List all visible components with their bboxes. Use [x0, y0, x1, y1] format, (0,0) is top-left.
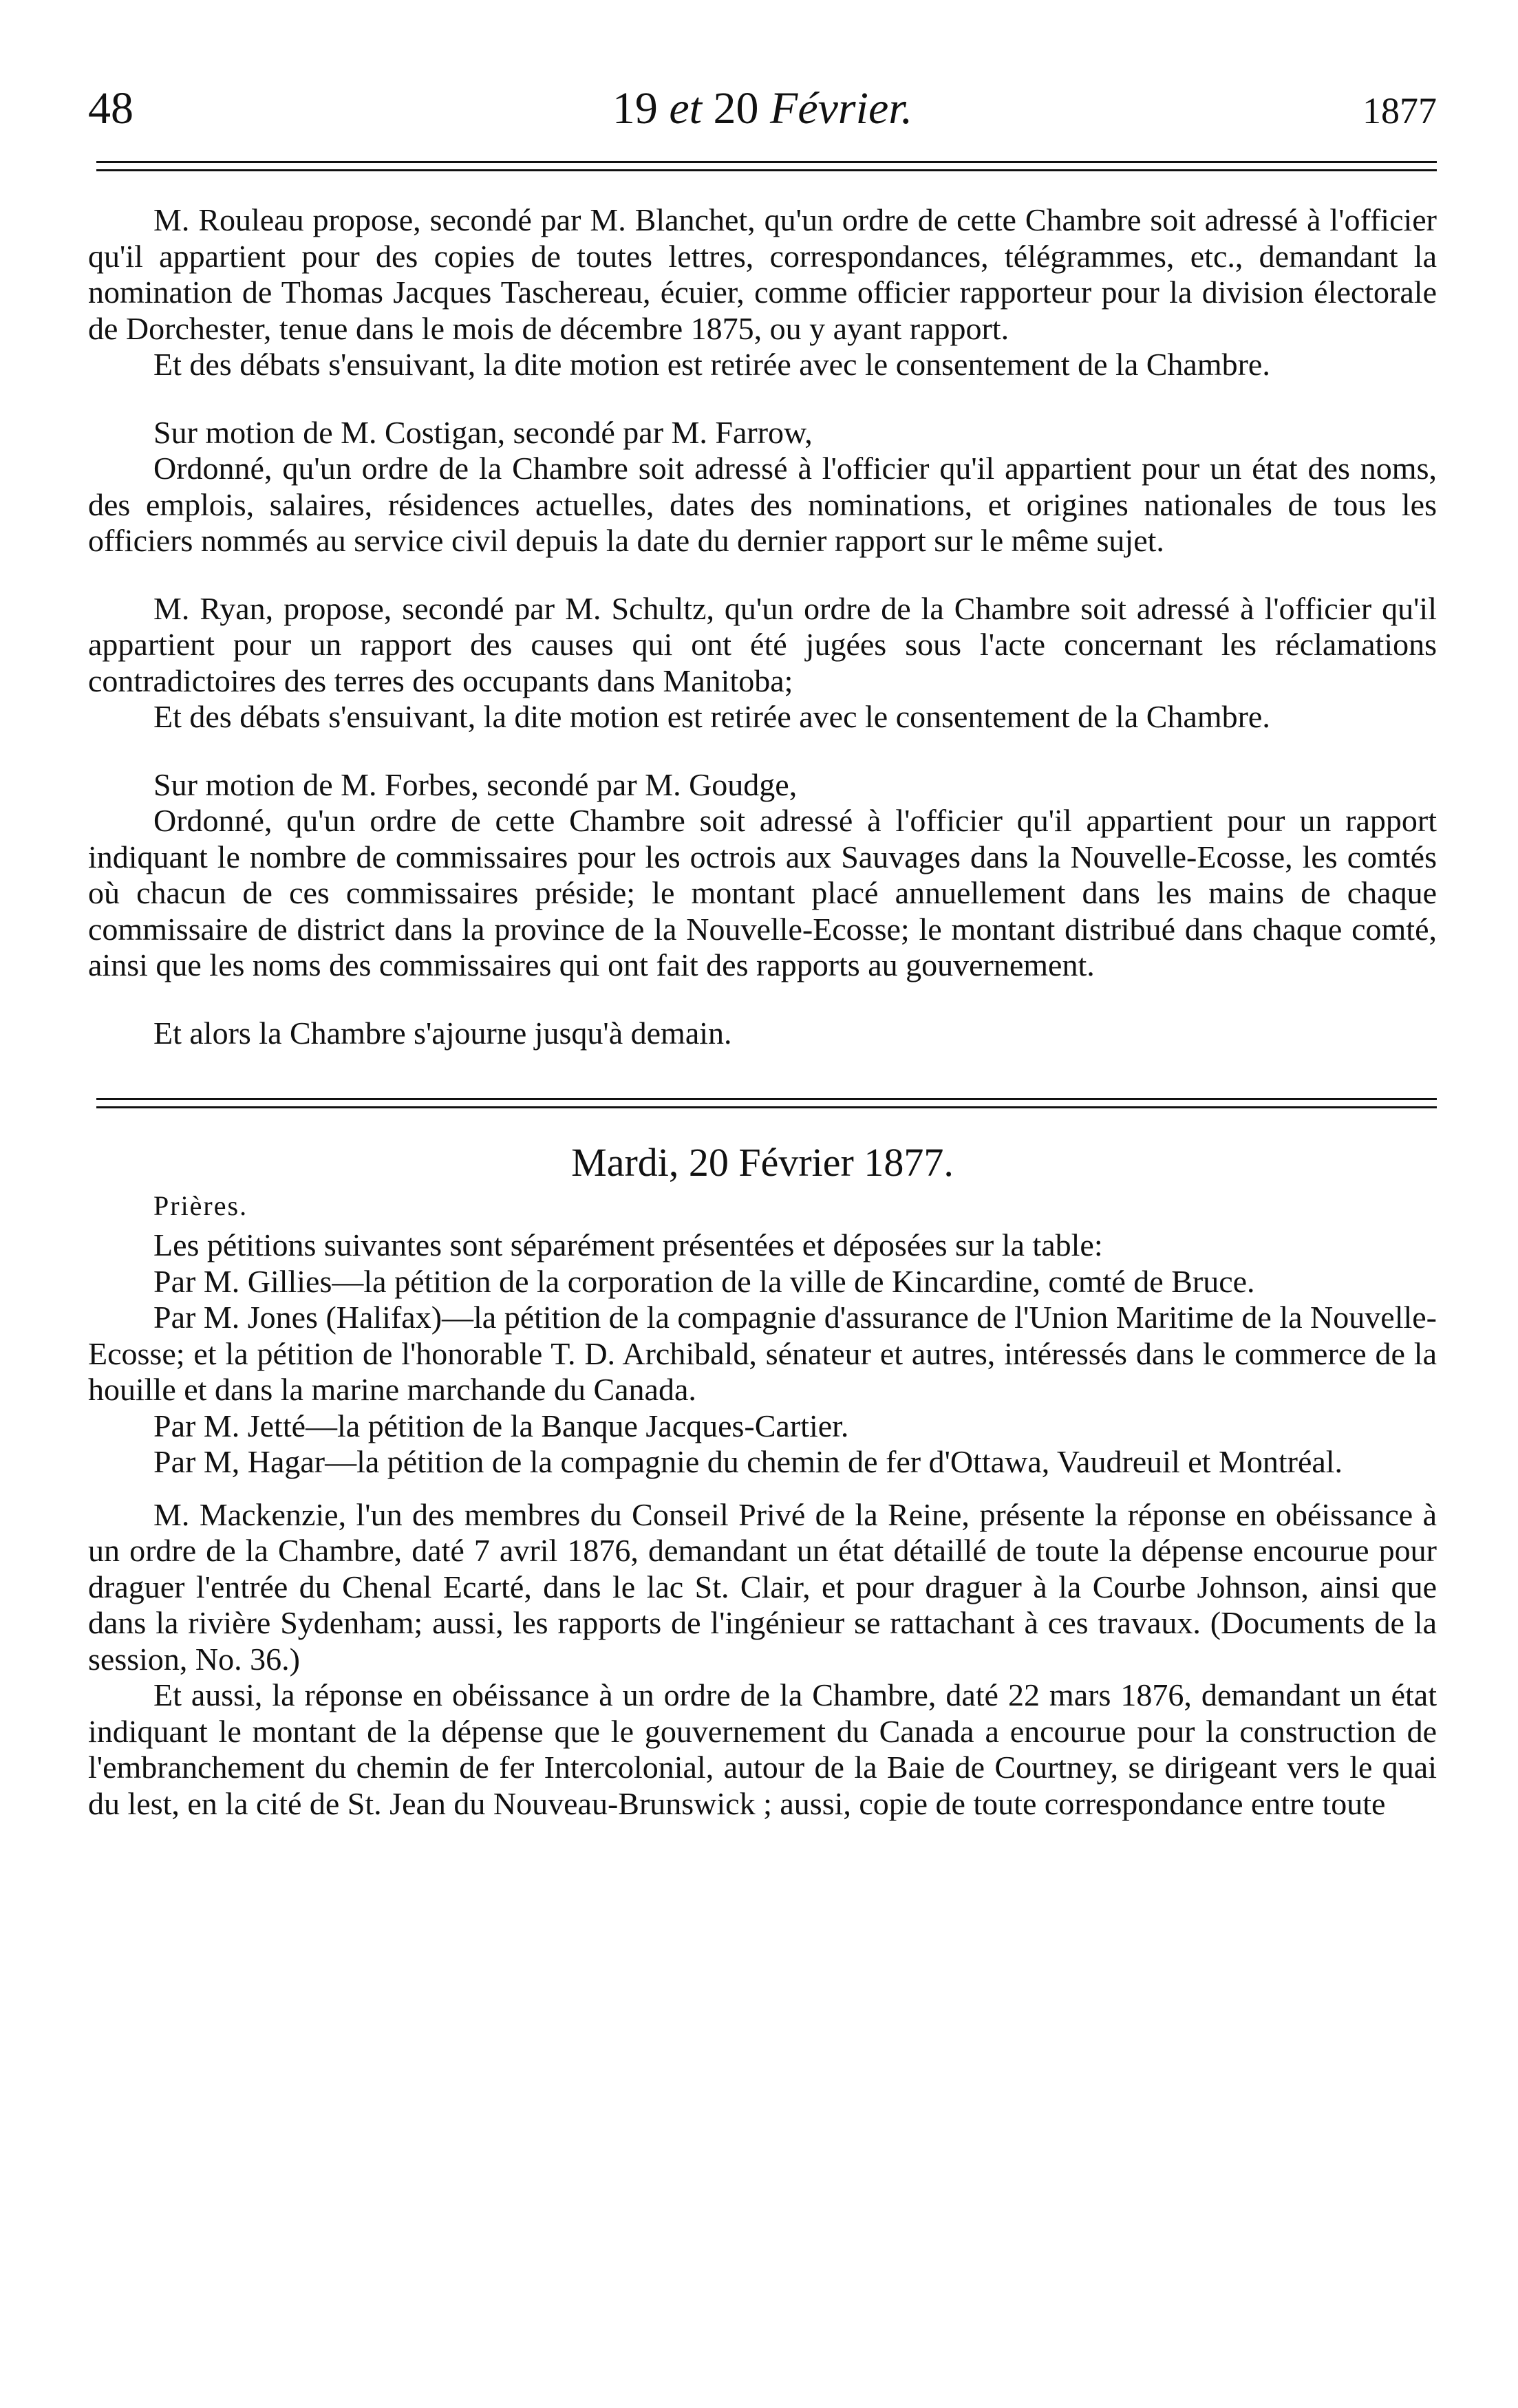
- title-day: 19: [612, 83, 658, 133]
- paragraph: Les pétitions suivantes sont séparément présentées et déposées sur la table:: [153, 1227, 1103, 1262]
- document-page: [88, 83, 1437, 1822]
- paragraph: M. Mackenzie, l'un des membres du Conseil Privé de la Reine, présente la réponse en obéissance à un ordre de la Chambre, daté 7 avril 1876, demandant un état détaillé de toute la dépense encourue pour draguer l'entrée du Chenal Ecarté, dans le lac St. Clair, et pour draguer à la Courbe Johnson, ainsi que dans la rivière Sydenham; aussi, les rapports de l'ingénieur se rattachant à ces travaux. (Documents de la session, No. 36.): [88, 1496, 1437, 1677]
- paragraph: Sur motion de M. Costigan, secondé par M. Farrow,: [153, 414, 813, 450]
- body-text-section-2: [88, 1227, 1437, 1822]
- paragraph: Sur motion de M. Forbes, secondé par M. Goudge,: [153, 766, 798, 802]
- paragraph: Et aussi, la réponse en obéissance à un ordre de la Chambre, daté 22 mars 1876, demandant un état indiquant le montant de la dépense que le gouvernement du Canada a encourue pour la construction de l'embranchement du chemin de fer Intercolonial, autour de la Baie de Courtney, se dirigeant vers le quai du lest, en la cité de St. Jean du Nouveau-Brunswick ; aussi, copie de toute correspondance entre toute: [88, 1677, 1437, 1821]
- paragraph: Par M. Jones (Halifax)—la pétition de la compagnie d'assurance de l'Union Maritime de la Nouvelle-Ecosse; et la pétition de l'honorable T. D. Archibald, sénateur et autres, intéressés dans le commerce de la houille et dans la marine marchande du Canada.: [88, 1300, 1437, 1407]
- prieres-heading: Prières.: [153, 1190, 248, 1221]
- paragraph: M. Ryan, propose, secondé par M. Schultz, qu'un ordre de la Chambre soit adressé à l'officier qu'il appartient pour un rapport des causes qui ont été jugées sous l'acte concernant les réclamations contradictoires des terres des occupants dans Manitoba;: [88, 590, 1437, 698]
- page-year: 1877: [1362, 90, 1437, 131]
- paragraph: Par M. Jetté—la pétition de la Banque Jacques-Cartier.: [153, 1408, 849, 1443]
- paragraph: Par M. Gillies—la pétition de la corporation de la ville de Kincardine, comté de Bruce.: [153, 1263, 1255, 1299]
- paragraph: Et des débats s'ensuivant, la dite motion est retirée avec le consentement de la Chambre.: [153, 699, 1270, 734]
- paragraph: Et alors la Chambre s'ajourne jusqu'à demain.: [153, 1015, 732, 1051]
- title-month: Février.: [770, 83, 913, 133]
- title-day2: 20: [713, 83, 759, 133]
- page-title: [88, 83, 1437, 135]
- paragraph: Ordonné, qu'un ordre de la Chambre soit adressé à l'officier qu'il appartient pour un état des noms, des emplois, salaires, résidences actuelles, dates des nominations, et origines nationales de tous les officiers nommés au service civil depuis la date du dernier rapport sur le même sujet.: [88, 451, 1437, 558]
- header-divider: [96, 158, 1437, 176]
- body-text-section-1: [88, 202, 1437, 1051]
- paragraph: Et des débats s'ensuivant, la dite motion est retirée avec le consentement de la Chambre.: [153, 347, 1270, 382]
- section-title: Mardi, 20 Février 1877.: [571, 1140, 954, 1185]
- page-header: [88, 83, 1437, 158]
- section-divider: [96, 1095, 1437, 1113]
- paragraph: Par M, Hagar—la pétition de la compagnie du chemin de fer d'Ottawa, Vaudreuil et Montréal.: [153, 1444, 1343, 1479]
- paragraph: Ordonné, qu'un ordre de cette Chambre soit adressé à l'officier qu'il appartient pour un rapport indiquant le nombre de commissaires pour les octrois aux Sauvages dans la Nouvelle-Ecosse, les comtés où chacun de ces commissaires préside; le montant placé annuellement dans les mains de chaque commissaire de district dans la province de la Nouvelle-Ecosse; le montant distribué dans chaque comté, ainsi que les noms des commissaires qui ont fait des rapports au gouvernement.: [88, 803, 1437, 982]
- title-et: et: [669, 83, 703, 133]
- paragraph: M. Rouleau propose, secondé par M. Blanchet, qu'un ordre de cette Chambre soit adressé à l'officier qu'il appartient pour des copies de toutes lettres, correspondances, télégrammes, etc., demandant la nomination de Thomas Jacques Taschereau, écuier, comme officier rapporteur pour la division électorale de Dorchester, tenue dans le mois de décembre 1875, ou y ayant rapport.: [88, 202, 1437, 346]
- page-number: 48: [88, 83, 133, 133]
